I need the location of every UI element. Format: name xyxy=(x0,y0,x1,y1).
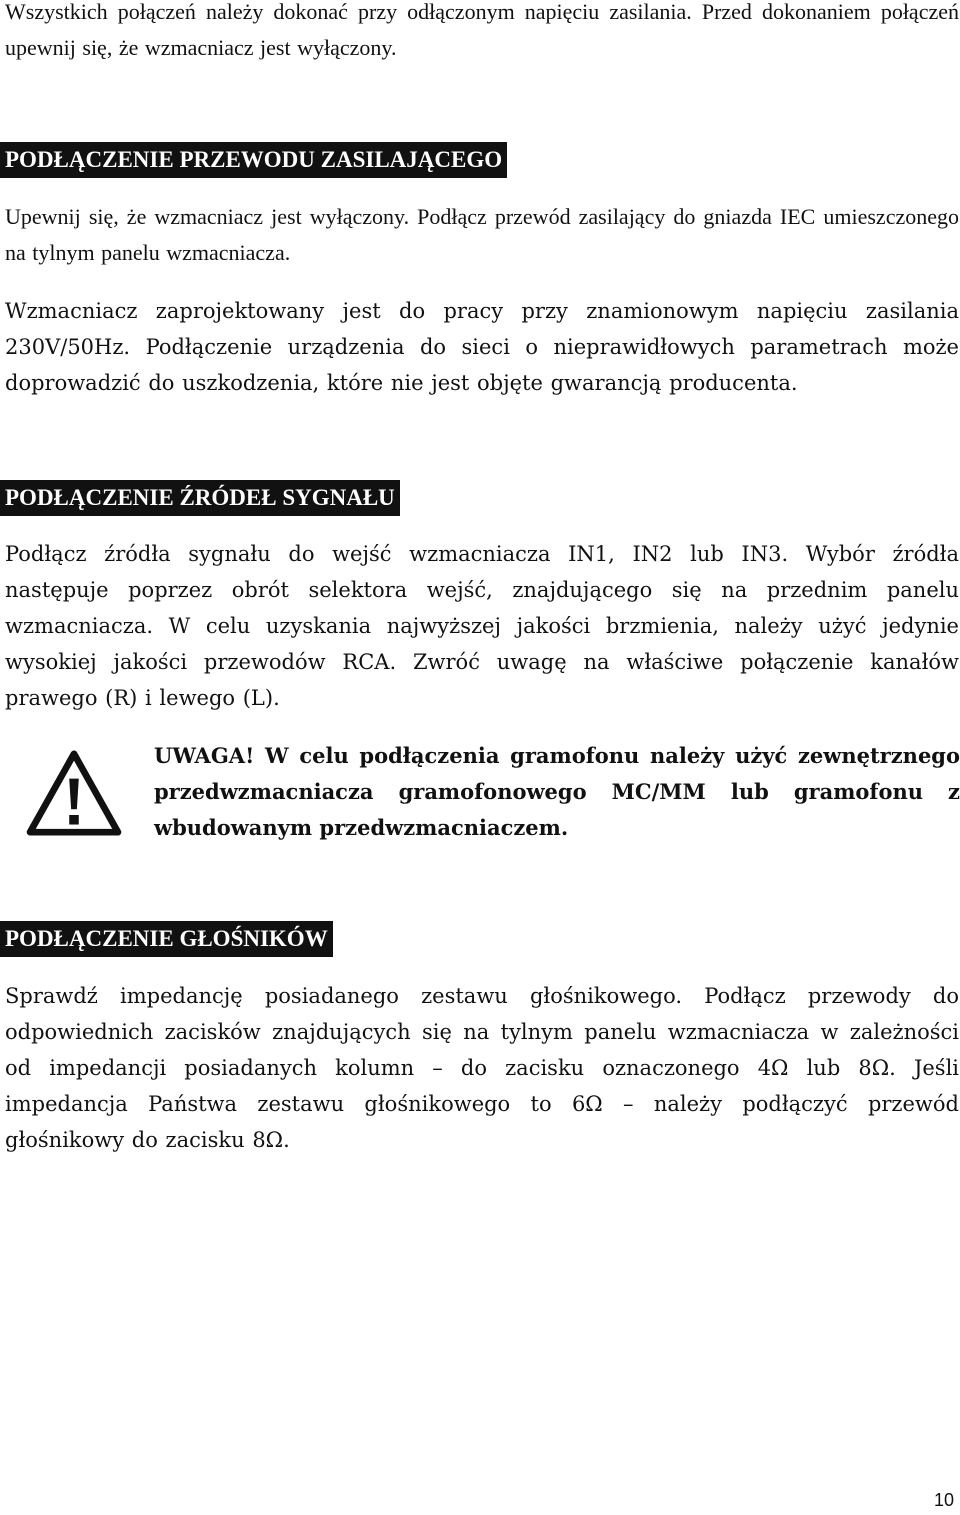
power-paragraph-2: Wzmacniacz zaprojektowany jest do pracy przy znamionowym napięciu zasilania 230V/50Hz. Podłączenie urządzenia do sieci o nieprawidłowych parametrach może doprowadzić do uszkodzenia, które nie jest objęte gwarancją producenta. xyxy=(5,299,959,395)
intro-paragraph: Wszystkich połączeń należy dokonać przy odłączonym napięciu zasilania. Przed dokonaniem połączeń upewnij się, że wzmacniacz jest wyłączony. xyxy=(5,0,959,60)
speakers-heading: PODŁĄCZENIE GŁOŚNIKÓW xyxy=(0,921,333,957)
signal-sources-heading: PODŁĄCZENIE ŹRÓDEŁ SYGNAŁU xyxy=(0,480,400,516)
page-number: 10 xyxy=(933,1490,954,1510)
warning-triangle-icon xyxy=(26,750,122,836)
power-cable-heading: PODŁĄCZENIE PRZEWODU ZASILAJĄCEGO xyxy=(0,142,507,178)
power-paragraph-1: Upewnij się, że wzmacniacz jest wyłączony. Podłącz przewód zasilający do gniazda IEC umieszczonego na tylnym panelu wzmacniacza. xyxy=(5,204,959,265)
warning-text: UWAGA! W celu podłączenia gramofonu należy użyć zewnętrznego przedwzmacniacza gramofonowego MC/MM lub gramofonu z wbudowanym przedwzmacniaczem. xyxy=(154,743,960,840)
speakers-paragraph: Sprawdź impedancję posiadanego zestawu głośnikowego. Podłącz przewody do odpowiednich zacisków znajdujących się na tylnym panelu wzmacniacza w zależności od impedancji posiadanych kolumn – do zacisku oznaczonego 4Ω lub 8Ω. Jeśli impedancja Państwa zestawu głośnikowego to 6Ω – należy podłączyć przewód głośnikowy do zacisku 8Ω. xyxy=(5,984,959,1152)
warning-block xyxy=(0,738,960,848)
signal-sources-paragraph: Podłącz źródła sygnału do wejść wzmacniacza IN1, IN2 lub IN3. Wybór źródła następuje poprzez obrót selektora wejść, znajdującego się na przednim panelu wzmacniacza. W celu uzyskania najwyższej jakości brzmienia, należy użyć jedynie wysokiej jakości przewodów RCA. Zwróć uwagę na właściwe połączenie kanałów prawego (R) i lewego (L). xyxy=(5,542,959,710)
